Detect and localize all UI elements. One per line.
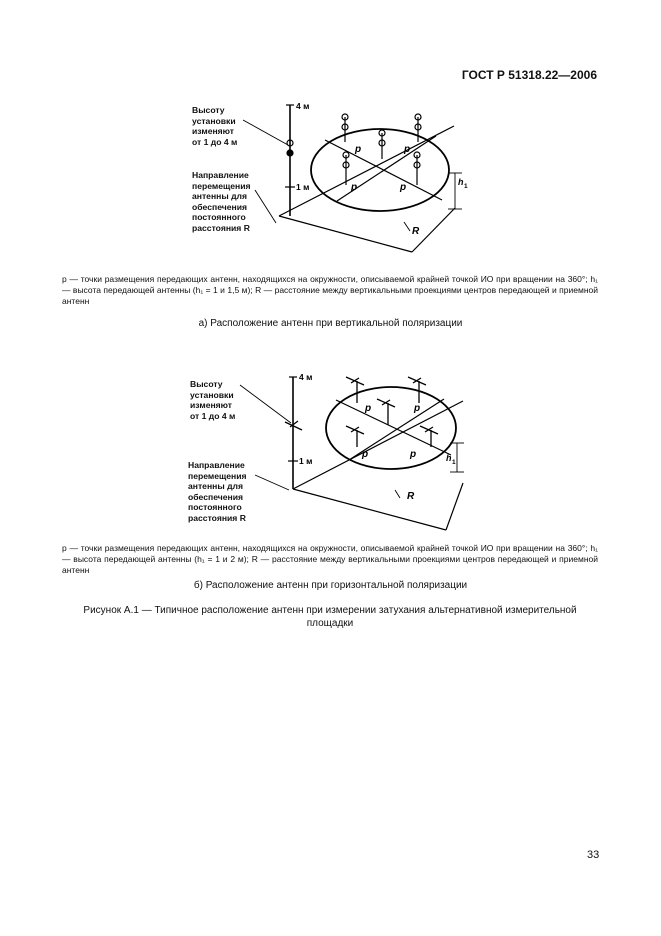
direction-label: Направление перемещения антенны для обеспечения постоянного расстояния R bbox=[192, 170, 251, 233]
leader-line bbox=[243, 120, 288, 145]
point-label: p bbox=[355, 144, 362, 155]
h1-subscript: 1 bbox=[452, 459, 456, 466]
transmit-antenna-icon bbox=[415, 114, 421, 142]
figure-b-note: p — точки размещения передающих антенн, находящихся на окружности, описываемой крайней точкой ИО при вращении на 360°; h₁ — высота передающей антенны (h₁ = 1 и 2 м); R — расстояние между вертикальными проекциями центров передающей и приемной антенн bbox=[62, 543, 598, 575]
axis-line bbox=[279, 216, 412, 252]
diameter-line bbox=[336, 400, 451, 455]
mark-1m: 1 м bbox=[296, 182, 310, 192]
page-number: 33 bbox=[587, 849, 600, 861]
point-label: p bbox=[414, 403, 421, 414]
transmit-antenna-icon bbox=[346, 377, 364, 403]
r-dimension bbox=[395, 490, 400, 498]
transmit-antenna-icon bbox=[346, 426, 364, 447]
figure-b-caption: б) Расположение антенн при горизонтальной поляризации bbox=[193, 580, 468, 591]
leader-line bbox=[240, 385, 291, 423]
point-label: p bbox=[365, 403, 372, 414]
rotation-circle bbox=[326, 387, 456, 469]
figure-a-caption: а) Расположение антенн при вертикальной поляризации bbox=[198, 318, 463, 329]
figure-b-diagram bbox=[0, 365, 661, 615]
transmit-antenna-icon bbox=[342, 114, 348, 142]
h1-label: h bbox=[458, 177, 464, 187]
mark-4m: 4 м bbox=[299, 372, 313, 382]
height-label: Высоту установки изменяют от 1 до 4 м bbox=[192, 105, 238, 147]
leader-line bbox=[255, 190, 276, 223]
direction-label: Направление перемещения антенны для обеспечения постоянного расстояния R bbox=[188, 460, 247, 523]
figure-a-diagram bbox=[0, 95, 661, 345]
axis-line bbox=[446, 483, 463, 530]
point-label: p bbox=[351, 182, 358, 193]
point-label: p bbox=[410, 449, 417, 460]
h1-subscript: 1 bbox=[464, 183, 468, 190]
mark-4m: 4 м bbox=[296, 101, 310, 111]
axis-line bbox=[293, 401, 463, 489]
height-label: Высоту установки изменяют от 1 до 4 м bbox=[190, 379, 236, 421]
mark-1m: 1 м bbox=[299, 456, 313, 466]
point-label: p bbox=[404, 144, 411, 155]
figure-caption: Рисунок А.1 — Типичное расположение антенн при измерении затухания альтернативной измерительной площадки bbox=[83, 605, 577, 629]
r-label: R bbox=[407, 491, 415, 502]
axis-line bbox=[293, 489, 446, 530]
leader-line bbox=[255, 475, 289, 490]
transmit-antenna-icon bbox=[379, 130, 385, 159]
figure-b bbox=[0, 365, 661, 615]
figure-a-note: p — точки размещения передающих антенн, находящихся на окружности, описываемой крайней точкой ИО при вращении на 360°; h₁ — высота передающей антенны (h₁ = 1 и 1,5 м); R — расстояние между вертикальными проекциями центров передающей и приемной антенн bbox=[62, 274, 598, 306]
figure-a bbox=[0, 95, 661, 345]
h1-label: h bbox=[446, 453, 452, 463]
r-dimension bbox=[404, 222, 410, 231]
document-number: ГОСТ Р 51318.22—2006 bbox=[461, 68, 597, 82]
transmit-antenna-icon bbox=[414, 152, 420, 185]
point-label: p bbox=[362, 449, 369, 460]
point-label: p bbox=[400, 182, 407, 193]
r-label: R bbox=[412, 226, 420, 237]
